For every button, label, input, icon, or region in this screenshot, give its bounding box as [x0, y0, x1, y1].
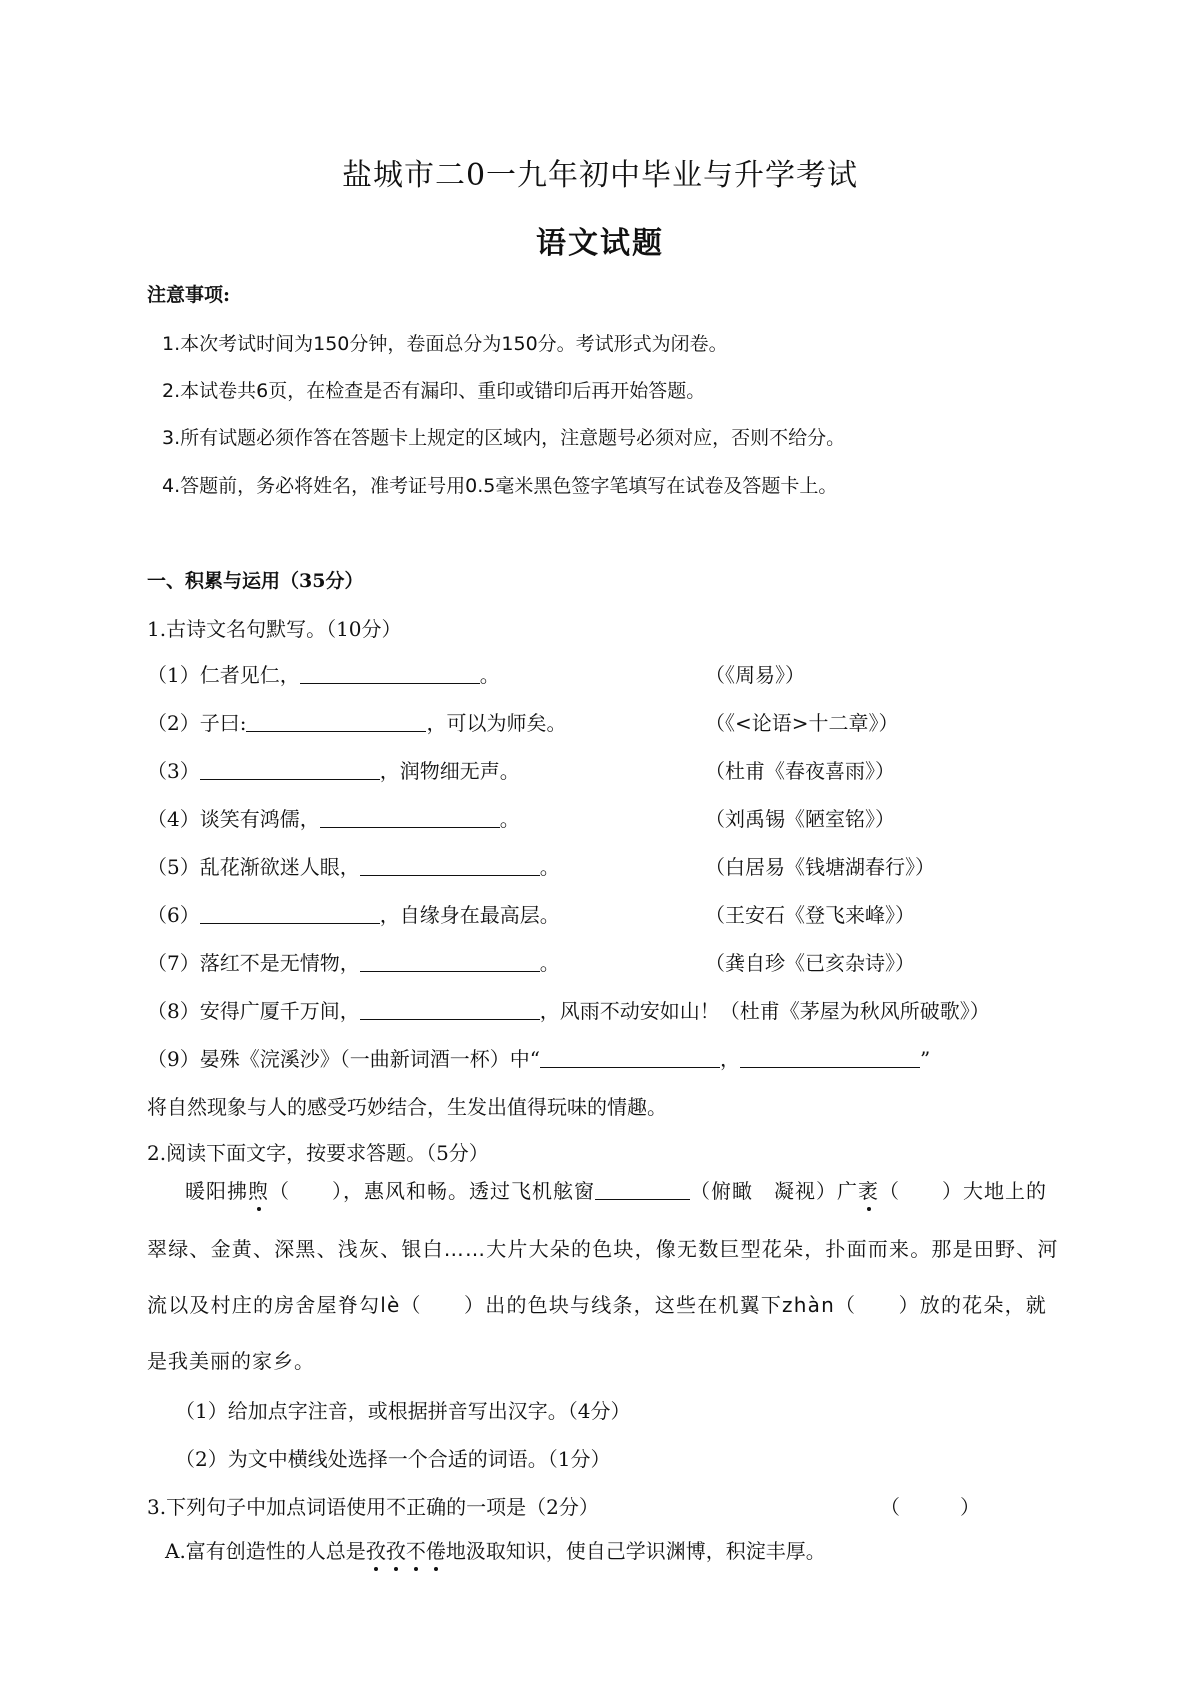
q3-answer-paren[interactable]: （ ） [880, 1495, 980, 1519]
q1-item-1: （1）仁者见仁， 。 [147, 663, 500, 687]
q1-item-4-source: （刘禹锡《陋室铭》） [705, 807, 895, 831]
answer-blank[interactable] [200, 901, 380, 924]
q2-passage-line-4: 是我美丽的家乡。 [147, 1349, 315, 1373]
q2-passage-line-1: 暖阳拂煦（ ），惠风和畅。透过飞机舷窗 （俯瞰 凝视）广袤（ ）大地上的 [185, 1179, 1047, 1203]
q1-item-5: （5）乱花渐欲迷人眼， 。 [147, 855, 560, 879]
answer-blank[interactable] [360, 853, 540, 876]
q1-item-2-source: （《<论语>十二章》） [705, 711, 899, 735]
q3-option-a: A.富有创造性的人总是孜孜不倦地汲取知识，使自己学识渊博，积淀丰厚。 [165, 1539, 826, 1563]
q1-item-4: （4）谈笑有鸿儒， 。 [147, 807, 520, 831]
notice-item-4: 4.答题前，务必将姓名，准考证号用0.5毫米黑色签字笔填写在试卷及答题卡上。 [162, 475, 838, 497]
q1-item-3-source: （杜甫《春夜喜雨》） [705, 759, 895, 783]
exam-title: 盐城市二0一九年初中毕业与升学考试 [341, 158, 859, 193]
answer-blank[interactable] [740, 1045, 920, 1068]
q2-passage-line-3: 流以及村庄的房舍屋脊勾lè（ ）出的色块与线条，这些在机翼下zhàn（ ）放的花朵，就 [147, 1293, 1047, 1317]
notice-item-3: 3.所有试题必须作答在答题卡上规定的区域内，注意题号必须对应，否则不给分。 [162, 427, 846, 449]
dotted-char: 袤 [858, 1179, 879, 1203]
answer-blank[interactable] [320, 805, 500, 828]
dotted-char: 孜 [385, 1539, 406, 1563]
q2-sub-2: （2）为文中横线处选择一个合适的词语。（1分） [175, 1447, 611, 1471]
dotted-char: 倦 [425, 1539, 446, 1563]
q1-item-9-continued: 将自然现象与人的感受巧妙结合，生发出值得玩味的情趣。 [147, 1095, 667, 1119]
answer-blank[interactable] [300, 661, 480, 684]
q1-item-6: （6） ，自缘身在最高层。 [147, 903, 560, 927]
q1-item-8: （8）安得广厦千万间， ，风雨不动安如山！（杜甫《茅屋为秋风所破歌》） [147, 999, 990, 1023]
answer-blank[interactable] [360, 997, 540, 1020]
q3-stem: 3.下列句子中加点词语使用不正确的一项是（2分） [147, 1495, 599, 1519]
q1-item-6-source: （王安石《登飞来峰》） [705, 903, 915, 927]
q1-item-9: （9）晏殊《浣溪沙》（一曲新词酒一杯）中“ ， ” [147, 1047, 931, 1071]
dotted-char: 不 [405, 1539, 426, 1563]
q1-item-7: （7）落红不是无情物， 。 [147, 951, 560, 975]
dotted-char: 孜 [365, 1539, 386, 1563]
section-heading: 一、积累与运用（35分） [147, 570, 364, 592]
answer-blank[interactable] [200, 757, 380, 780]
q1-item-5-source: （白居易《钱塘湖春行》） [705, 855, 935, 879]
notice-item-2: 2.本试卷共6页，在检查是否有漏印、重印或错印后再开始答题。 [162, 380, 706, 402]
notice-heading: 注意事项: [147, 284, 231, 306]
notice-item-1: 1.本次考试时间为150分钟，卷面总分为150分。考试形式为闭卷。 [162, 333, 728, 355]
q1-item-1-source: （《周易》） [705, 663, 805, 687]
answer-blank[interactable] [540, 1045, 720, 1068]
subject-title: 语文试题 [536, 226, 664, 261]
answer-blank[interactable] [246, 709, 426, 732]
q1-stem: 1.古诗文名句默写。（10分） [147, 617, 402, 641]
q2-passage-line-2: 翠绿、金黄、深黑、浅灰、银白……大片大朵的色块，像无数巨型花朵，扑面而来。那是田野、河 [147, 1237, 1059, 1261]
q1-item-7-source: （龚自珍《已亥杂诗》） [705, 951, 915, 975]
answer-blank[interactable] [595, 1177, 690, 1200]
q2-stem: 2.阅读下面文字，按要求答题。（5分） [147, 1141, 489, 1165]
q2-sub-1: （1）给加点字注音，或根据拼音写出汉字。（4分） [175, 1399, 631, 1423]
q1-item-2: （2）子曰: ，可以为师矣。 [147, 711, 567, 735]
q1-item-3: （3） ，润物细无声。 [147, 759, 520, 783]
dotted-char: 煦 [248, 1179, 269, 1203]
answer-blank[interactable] [360, 949, 540, 972]
dotted-word [366, 1539, 446, 1563]
